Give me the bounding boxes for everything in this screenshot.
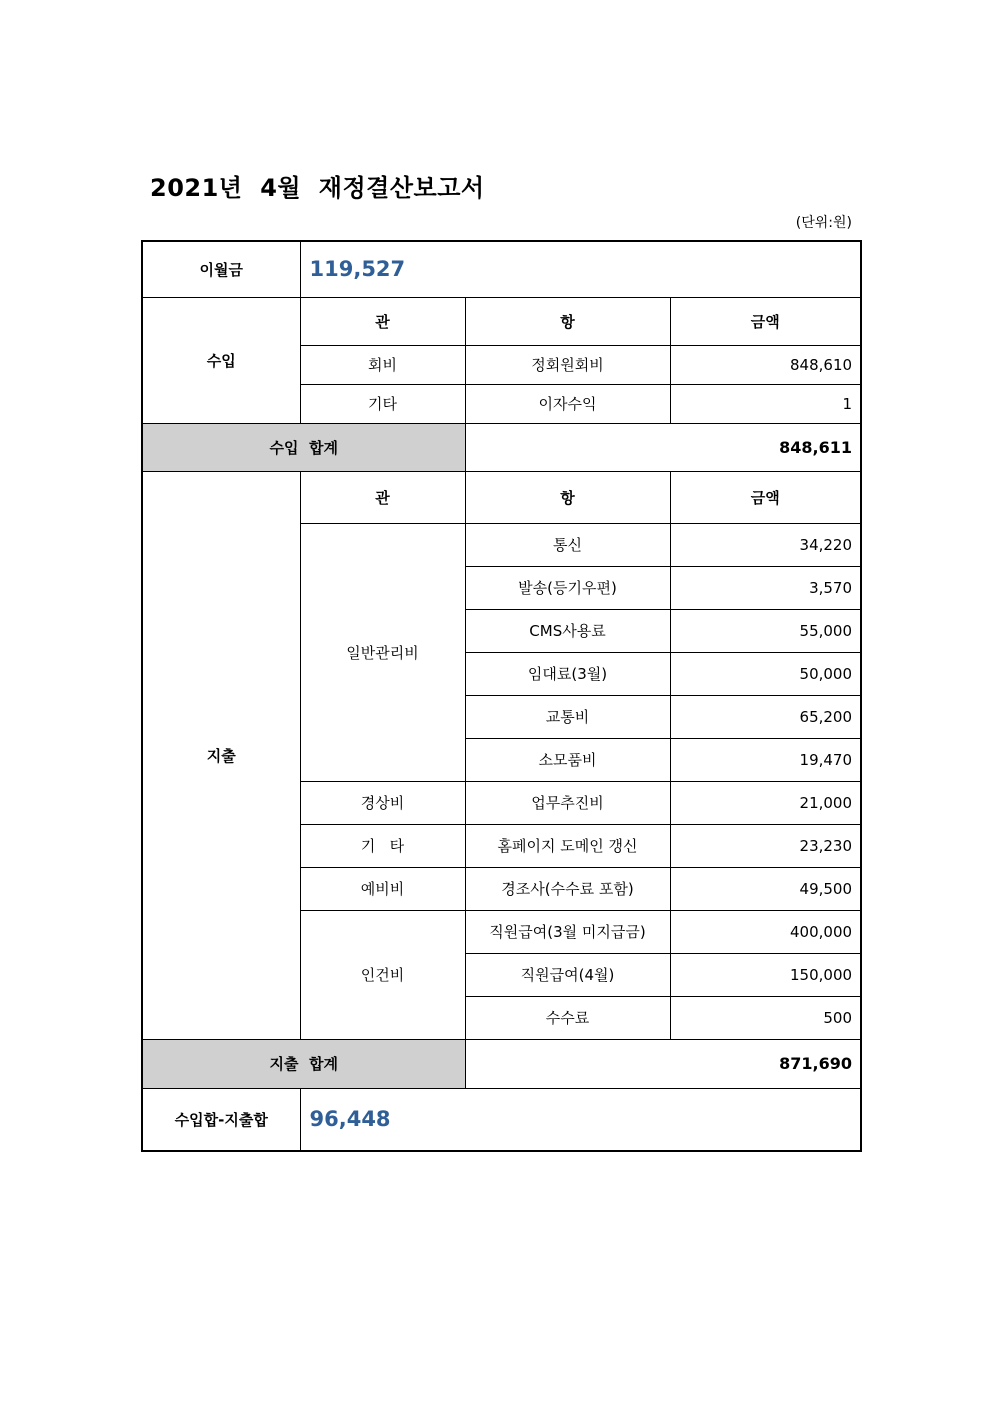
income-amount: 1	[670, 384, 861, 423]
carryover-row	[142, 241, 861, 297]
expense-hang: 통신	[465, 523, 670, 566]
unit-note: (단위:원)	[795, 215, 852, 231]
expense-header-row	[142, 471, 861, 523]
expense-hang: 수수료	[465, 996, 670, 1039]
expense-hang: 교통비	[465, 695, 670, 738]
balance-label: 수입합-지출합	[142, 1088, 300, 1151]
expense-hang: 홈페이지 도메인 갱신	[465, 824, 670, 867]
expense-amount: 49,500	[670, 867, 861, 910]
income-gwan: 회비	[300, 345, 465, 384]
balance-row	[142, 1088, 861, 1151]
expense-total-label: 지출 합계	[142, 1039, 465, 1088]
carryover-value: 119,527	[300, 241, 861, 297]
expense-total-value: 871,690	[465, 1039, 861, 1088]
income-label: 수입	[142, 297, 300, 423]
balance-value: 96,448	[300, 1088, 861, 1151]
expense-total-row	[142, 1039, 861, 1088]
expense-hang: 직원급여(3월 미지급금)	[465, 910, 670, 953]
expense-hang: 경조사(수수료 포함)	[465, 867, 670, 910]
expense-amount: 21,000	[670, 781, 861, 824]
carryover-label: 이월금	[142, 241, 300, 297]
expense-hang: 소모품비	[465, 738, 670, 781]
expense-header-amount: 금액	[670, 471, 861, 523]
expense-gwan: 기 타	[300, 824, 465, 867]
expense-amount: 65,200	[670, 695, 861, 738]
expense-label: 지출	[142, 471, 300, 1039]
expense-amount: 500	[670, 996, 861, 1039]
finance-report-table	[141, 240, 862, 1152]
income-header-gwan: 관	[300, 297, 465, 345]
income-total-label: 수입 합계	[142, 423, 465, 471]
income-hang: 정회원회비	[465, 345, 670, 384]
income-hang: 이자수익	[465, 384, 670, 423]
income-gwan: 기타	[300, 384, 465, 423]
expense-amount: 3,570	[670, 566, 861, 609]
page-title: 2021년 4월 재정결산보고서	[150, 174, 485, 202]
expense-amount: 50,000	[670, 652, 861, 695]
expense-gwan: 경상비	[300, 781, 465, 824]
expense-hang: CMS사용료	[465, 609, 670, 652]
expense-header-gwan: 관	[300, 471, 465, 523]
expense-amount: 34,220	[670, 523, 861, 566]
expense-hang: 직원급여(4월)	[465, 953, 670, 996]
expense-amount: 55,000	[670, 609, 861, 652]
expense-hang: 임대료(3월)	[465, 652, 670, 695]
expense-amount: 400,000	[670, 910, 861, 953]
expense-header-hang: 항	[465, 471, 670, 523]
expense-amount: 19,470	[670, 738, 861, 781]
expense-hang: 발송(등기우편)	[465, 566, 670, 609]
income-header-row	[142, 297, 861, 345]
income-amount: 848,610	[670, 345, 861, 384]
income-header-hang: 항	[465, 297, 670, 345]
income-total-row	[142, 423, 861, 471]
income-total-value: 848,611	[465, 423, 861, 471]
income-header-amount: 금액	[670, 297, 861, 345]
expense-gwan: 예비비	[300, 867, 465, 910]
expense-gwan: 일반관리비	[300, 523, 465, 781]
expense-gwan: 인건비	[300, 910, 465, 1039]
expense-hang: 업무추진비	[465, 781, 670, 824]
expense-amount: 150,000	[670, 953, 861, 996]
expense-amount: 23,230	[670, 824, 861, 867]
